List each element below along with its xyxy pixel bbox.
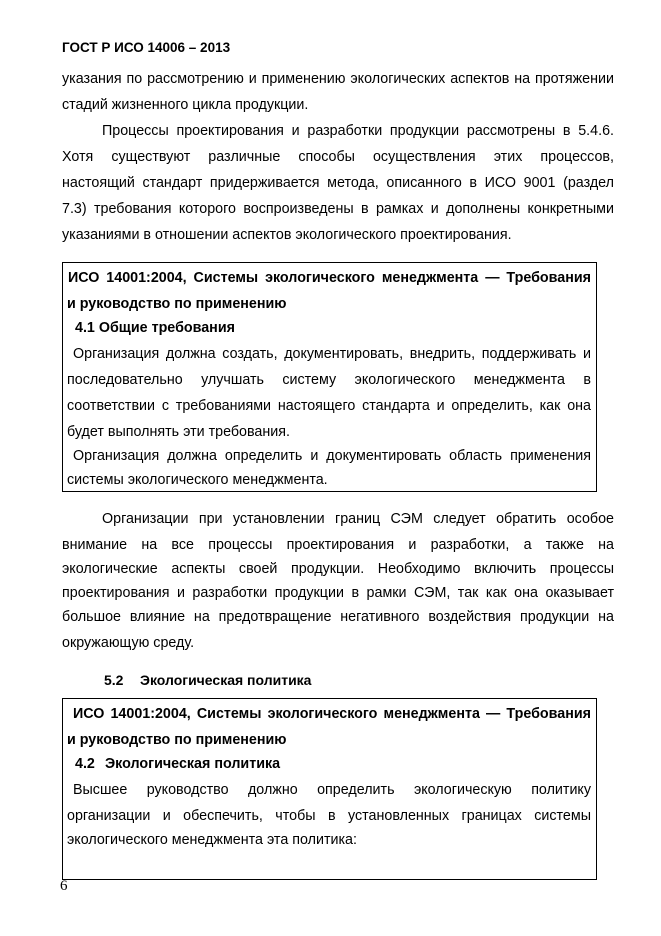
section-title: Экологическая политика bbox=[140, 672, 312, 688]
box-text-line: экологического менеджмента эта политика: bbox=[67, 832, 357, 848]
quote-box-iso14001-policy bbox=[62, 698, 597, 880]
box-title-line: и руководство по применению bbox=[67, 296, 287, 312]
document-header: ГОСТ Р ИСО 14006 – 2013 bbox=[62, 40, 231, 55]
box-text-line: Организация должна определить и документировать область применения bbox=[73, 448, 591, 464]
box-title-line: и руководство по применению bbox=[67, 732, 287, 748]
quote-box-iso14001-general bbox=[62, 262, 597, 492]
text-line: экологические аспекты своей продукции. Необходимо включить процессы bbox=[62, 561, 614, 577]
box-subheading: 4.1 Общие требования bbox=[75, 320, 235, 336]
text-line: внимание на все процессы проектирования и разработки, а также на bbox=[62, 537, 614, 553]
text-line: Процессы проектирования и разработки продукции рассмотрены в 5.4.6. bbox=[102, 123, 614, 139]
section-number: 5.2 bbox=[104, 672, 124, 688]
text-line: Хотя существуют различные способы осуществления этих процессов, bbox=[62, 149, 614, 165]
box-subheading-text: Экологическая политика bbox=[105, 756, 281, 772]
text-line: указания по рассмотрению и применению экологических аспектов на протяжении bbox=[62, 71, 614, 87]
box-subheading-number: 4.2 bbox=[75, 756, 95, 772]
section-heading bbox=[104, 672, 311, 688]
box-subheading bbox=[75, 751, 591, 777]
box-text-line: Высшее руководство должно определить экологическую политику bbox=[73, 782, 591, 798]
box-text-line: будет выполнять эти требования. bbox=[67, 424, 290, 440]
text-line: большое влияние на предотвращение негативного воздействия продукции на bbox=[62, 609, 614, 625]
box-title-line: ИСО 14001:2004, Системы экологического менеджмента — Требования bbox=[73, 706, 591, 722]
text-line: настоящий стандарт придерживается метода, описанного в ИСО 9001 (раздел bbox=[62, 175, 614, 191]
box-text-line: соответствии с требованиями настоящего стандарта и определить, как она bbox=[67, 398, 591, 414]
page-number: 6 bbox=[60, 878, 68, 894]
box-text-line: организации и обеспечить, чтобы в установленных границах системы bbox=[67, 808, 591, 824]
text-line: проектирования и разработки продукции в рамки СЭМ, так как она оказывает bbox=[62, 585, 614, 601]
box-text-line: Организация должна создать, документировать, внедрить, поддерживать и bbox=[73, 346, 591, 362]
text-line: стадий жизненного цикла продукции. bbox=[62, 97, 309, 113]
text-line: 7.3) требования которого воспроизведены в рамках и дополнены конкретными bbox=[62, 201, 614, 217]
text-line: Организации при установлении границ СЭМ следует обратить особое bbox=[102, 511, 614, 527]
text-line: окружающую среду. bbox=[62, 635, 195, 651]
box-text-line: последовательно улучшать систему экологического менеджмента в bbox=[67, 372, 591, 388]
box-text-line: системы экологического менеджмента. bbox=[67, 472, 328, 488]
box-title-line: ИСО 14001:2004, Системы экологического менеджмента — Требования bbox=[68, 270, 591, 286]
text-line: указаниями в отношении аспектов экологического проектирования. bbox=[62, 227, 512, 243]
